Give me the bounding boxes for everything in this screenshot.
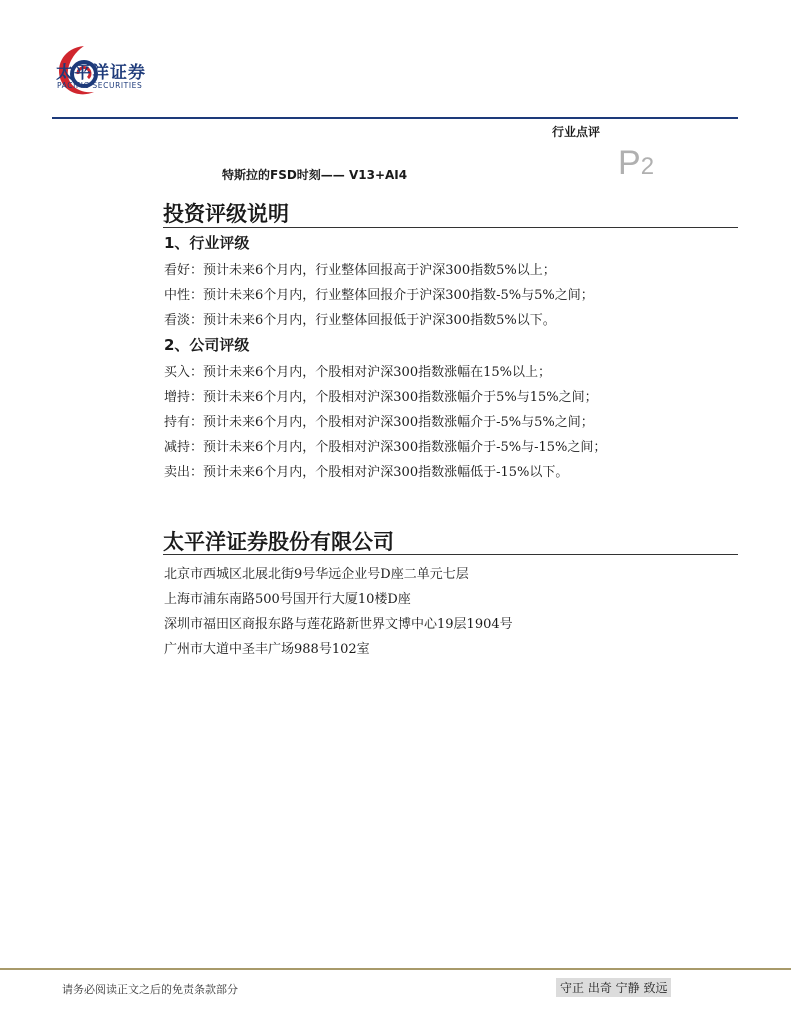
page-digit: 2: [640, 153, 655, 180]
company-rating-item: [164, 436, 606, 455]
industry-rating-heading: 1、行业评级: [164, 234, 250, 252]
rating-label: 中性：: [164, 288, 204, 303]
page-prefix: P: [618, 144, 641, 182]
rating-label: 看好：: [164, 263, 204, 278]
rating-label: 买入：: [164, 365, 204, 380]
address-line: 广州市大道中圣丰广场988号102室: [164, 642, 370, 657]
rating-text: 预计未来6个月内，个股相对沪深300指数涨幅介于5%与15%之间；: [203, 390, 598, 405]
footer-divider: [0, 968, 791, 970]
rating-text: 预计未来6个月内，个股相对沪深300指数涨幅在15%以上；: [203, 365, 551, 380]
industry-rating-item: [164, 309, 556, 328]
header-divider: [52, 117, 738, 119]
footer-disclaimer: 请务必阅读正文之后的免责条款部分: [62, 983, 238, 996]
industry-rating-item: [164, 284, 594, 303]
address-line: 上海市浦东南路500号国开行大厦10楼D座: [164, 592, 411, 607]
logo-text-en: PACIFIC SECURITIES: [57, 81, 143, 90]
rating-text: 预计未来6个月内，个股相对沪深300指数涨幅介于-5%与5%之间；: [203, 415, 594, 430]
rating-text: 预计未来6个月内，行业整体回报介于沪深300指数-5%与5%之间；: [203, 288, 594, 303]
logo-text-cn: 太平洋证券: [56, 63, 146, 83]
rating-label: 卖出：: [164, 465, 204, 480]
rating-text: 预计未来6个月内，行业整体回报低于沪深300指数5%以下。: [203, 313, 556, 328]
rating-divider: [163, 227, 738, 228]
company-rating-item: [164, 361, 551, 380]
industry-rating-item: [164, 259, 556, 278]
company-rating-heading: 2、公司评级: [164, 336, 250, 354]
footer-motto: 守正 出奇 宁静 致远: [556, 978, 671, 997]
page-number: [618, 146, 654, 180]
company-rating-item: [164, 386, 598, 405]
report-category: 行业点评: [552, 125, 601, 139]
rating-label: 减持：: [164, 440, 204, 455]
rating-text: 预计未来6个月内，个股相对沪深300指数涨幅低于-15%以下。: [203, 465, 569, 480]
rating-heading: 投资评级说明: [163, 202, 289, 226]
rating-text: 预计未来6个月内，行业整体回报高于沪深300指数5%以上；: [203, 263, 556, 278]
company-divider: [163, 554, 738, 555]
address-line: 北京市西城区北展北街9号华远企业号D座二单元七层: [164, 567, 469, 582]
rating-label: 增持：: [164, 390, 204, 405]
rating-label: 持有：: [164, 415, 204, 430]
company-heading: 太平洋证券股份有限公司: [163, 530, 394, 554]
company-rating-item: [164, 461, 568, 480]
company-rating-item: [164, 411, 594, 430]
report-title: 特斯拉的FSD时刻—— V13+AI4: [222, 168, 408, 182]
rating-label: 看淡：: [164, 313, 204, 328]
rating-text: 预计未来6个月内，个股相对沪深300指数涨幅介于-5%与-15%之间；: [203, 440, 607, 455]
address-line: 深圳市福田区商报东路与莲花路新世界文博中心19层1904号: [164, 617, 513, 632]
